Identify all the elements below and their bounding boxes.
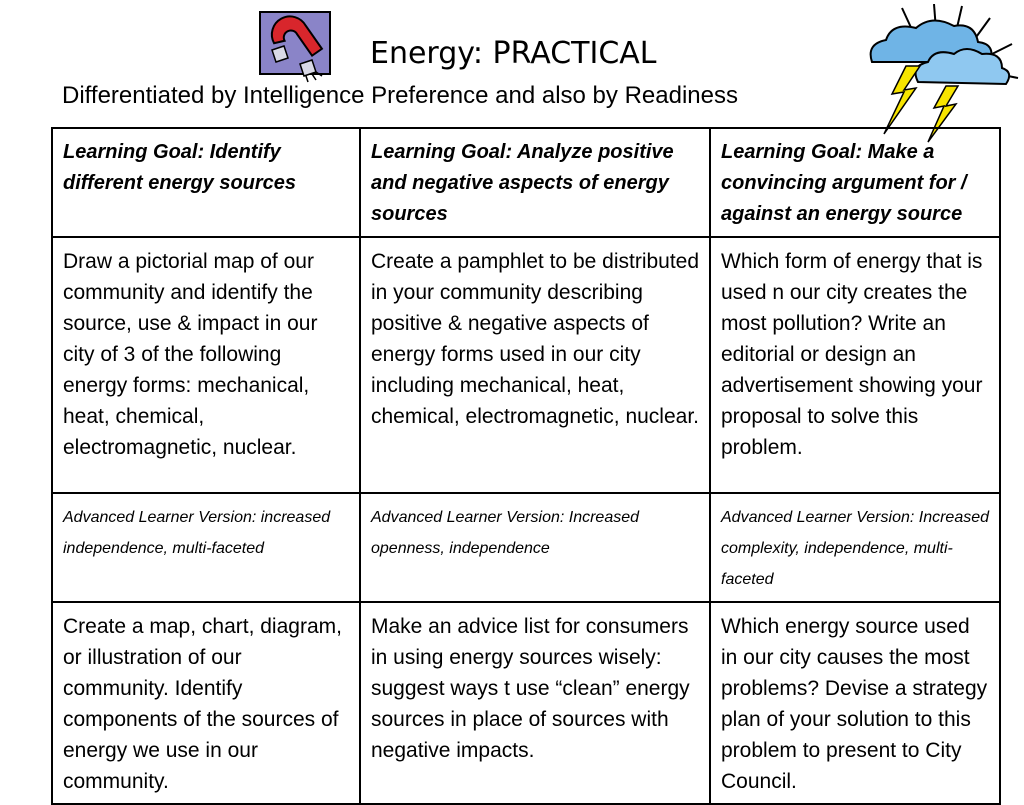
task-cell-2: Create a pamphlet to be distributed in your community describing positive & negative aspects of energy forms used in our city including mechanical, heat, chemical, electromagnetic, nuclear.: [360, 237, 710, 493]
goal-cell-1: Learning Goal: Identify different energy sources: [52, 128, 360, 237]
advanced-task-cell-2: Make an advice list for consumers in using energy sources wisely: suggest ways t use “clean” energy sources in place of sources with negative impacts.: [360, 602, 710, 804]
advanced-cell-2: Advanced Learner Version: Increased openness, independence: [360, 493, 710, 602]
task-cell-3: Which form of energy that is used n our city creates the most pollution? Write an editorial or design an advertisement showing your proposal to solve this problem.: [710, 237, 1000, 493]
task-cell-1: Draw a pictorial map of our community and identify the source, use & impact in our city of 3 of the following energy forms: mechanical, heat, chemical, electromagnetic, nuclear.: [52, 237, 360, 493]
advanced-task-row: [52, 602, 1000, 804]
advanced-learner-row: [52, 493, 1000, 602]
page-title: Energy: PRACTICAL: [370, 36, 657, 71]
goal-cell-2: Learning Goal: Analyze positive and negative aspects of energy sources: [360, 128, 710, 237]
advanced-cell-1: Advanced Learner Version: increased independence, multi-faceted: [52, 493, 360, 602]
advanced-cell-3: Advanced Learner Version: Increased complexity, independence, multi-faceted: [710, 493, 1000, 602]
storm-cloud-lightning-icon: [862, 4, 1022, 144]
differentiation-table: [51, 127, 1001, 805]
learning-goal-row: [52, 128, 1000, 237]
advanced-task-cell-1: Create a map, chart, diagram, or illustration of our community. Identify components of the sources of energy we use in our community.: [52, 602, 360, 804]
page-subtitle: Differentiated by Intelligence Preference and also by Readiness: [62, 82, 738, 109]
advanced-task-cell-3: Which energy source used in our city causes the most problems? Devise a strategy plan of your solution to this problem to present to City Council.: [710, 602, 1000, 804]
magnet-icon: [258, 10, 338, 84]
task-row: [52, 237, 1000, 493]
goal-cell-3: Learning Goal: Make a convincing argument for / against an energy source: [710, 128, 1000, 237]
